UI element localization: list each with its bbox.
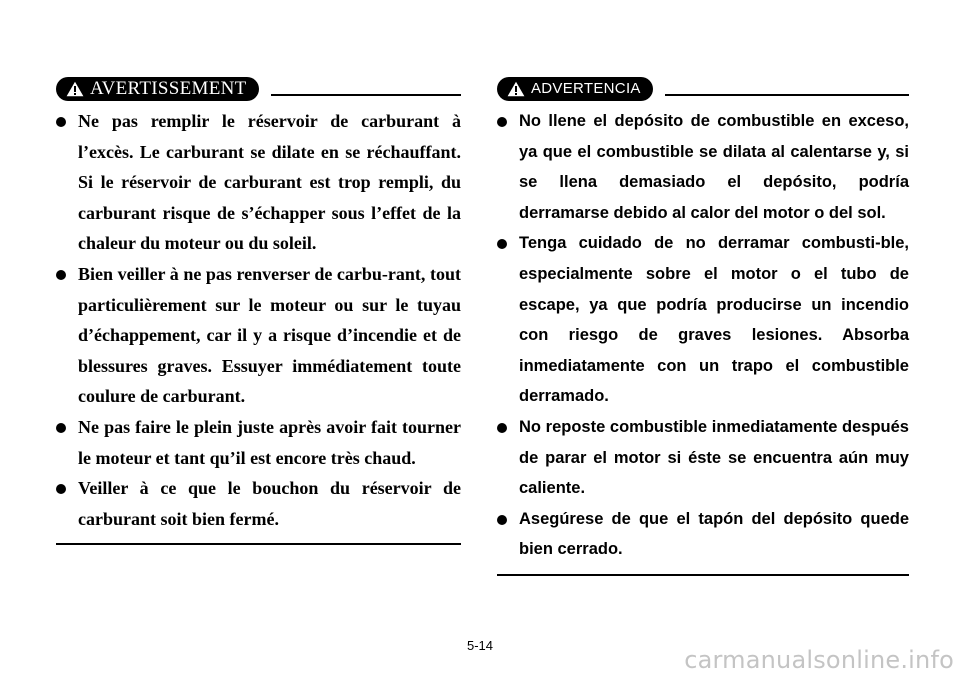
list-item-text: No llene el depósito de combustible en exceso, ya que el combustible se dilata al calentarse y, si se llena demasiado el depósito, podría derramarse debido al calor del motor o del sol. — [519, 112, 909, 222]
list-item — [56, 412, 461, 473]
warning-badge-spanish — [497, 77, 653, 101]
bullet-dot-icon — [497, 117, 507, 127]
header-rule-french — [271, 94, 461, 96]
warning-title-spanish: ADVERTENCIA — [531, 79, 641, 97]
list-item-text: Asegúrese de que el tapón del depósito quede bien cerrado. — [519, 509, 909, 559]
bullet-dot-icon — [497, 515, 507, 525]
list-item — [497, 412, 909, 504]
warning-header-spanish — [497, 74, 909, 104]
warning-section-french — [56, 74, 461, 545]
list-item-text: Ne pas remplir le réservoir de carburant à l’excès. Le carburant se dilate en se réchauffant. Si le réservoir de carburant est trop rempli, du carburant risque de s’échapper sous l’effet de la chaleur du moteur ou du soleil. — [78, 111, 461, 254]
list-item — [56, 106, 461, 259]
warning-list-spanish — [497, 106, 909, 565]
list-item-text: Ne pas faire le plein juste après avoir fait tourner le moteur et tant qu’il est encore très chaud. — [78, 416, 461, 468]
warning-badge-french — [56, 77, 259, 101]
bullet-dot-icon — [56, 484, 66, 494]
bullet-dot-icon — [56, 117, 66, 127]
bottom-rule-french — [56, 543, 461, 545]
list-item — [497, 228, 909, 412]
list-item-text: No reposte combustible inmediatamente después de parar el motor si éste se encuentra aún muy caliente. — [519, 417, 909, 498]
warning-triangle-icon — [66, 81, 84, 97]
bottom-rule-spanish — [497, 574, 909, 576]
warning-triangle-icon — [507, 81, 525, 97]
warning-section-spanish — [497, 74, 909, 576]
warning-title-french: AVERTISSEMENT — [90, 77, 247, 99]
header-rule-spanish — [665, 94, 909, 96]
bullet-dot-icon — [56, 270, 66, 280]
list-item — [497, 504, 909, 565]
page-number: 5-14 — [466, 638, 494, 653]
list-item — [56, 473, 461, 534]
bullet-dot-icon — [497, 239, 507, 249]
list-item-text: Veiller à ce que le bouchon du réservoir de carburant soit bien fermé. — [78, 478, 461, 529]
bullet-dot-icon — [56, 423, 66, 433]
warning-header-french — [56, 74, 461, 104]
warning-list-french — [56, 106, 461, 534]
bullet-dot-icon — [497, 423, 507, 433]
list-item-text: Tenga cuidado de no derramar combusti-ble, especialmente sobre el motor o el tubo de escape, ya que podría producirse un incendio con riesgo de graves lesiones. Absorba inmediatamente con un trapo el combustible derramado. — [519, 234, 909, 406]
watermark-link[interactable]: carmanualsonline.info — [684, 646, 954, 674]
list-item — [497, 106, 909, 228]
list-item-text: Bien veiller à ne pas renverser de carbu-rant, tout particulièrement sur le moteur ou sur le tuyau d’échappement, car il y a risque d’incendie et de blessures graves. Essuyer immédiatement toute coulure de carburant. — [78, 263, 461, 407]
list-item — [56, 259, 461, 412]
